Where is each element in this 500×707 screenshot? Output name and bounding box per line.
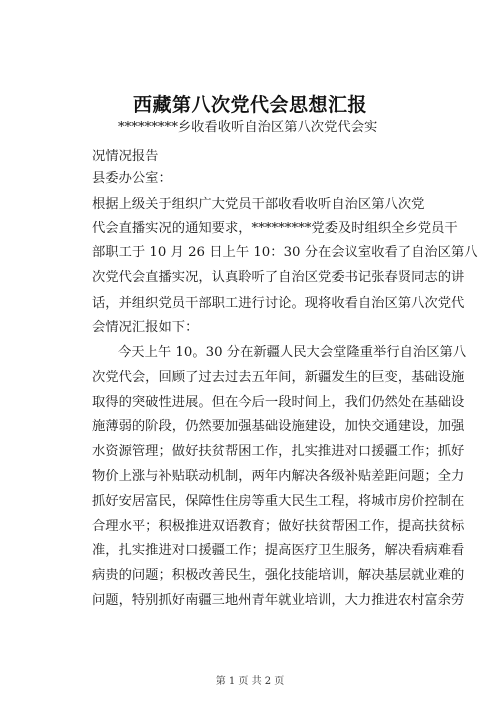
body-line: 问题，特别抓好南疆三地州青年就业培训，大力推进农村富余劳 xyxy=(92,593,465,608)
body-line: 话，并组织党员干部职工进行讨论。现将收看自治区第八次党代 xyxy=(92,296,465,311)
body-line: 部职工于 10 月 26 日上午 10：30 分在会议室收看了自治区第八 xyxy=(92,245,478,260)
body-line: 合理水平；积极推进双语教育；做好扶贫帮困工作，提高扶贫标 xyxy=(92,519,465,534)
body-line: 县委办公室： xyxy=(92,171,172,186)
body-line: 取得的突破性进展。但在今后一段时间上，我们仍然处在基础设 xyxy=(92,395,465,410)
page-footer: 第 1 页 共 2 页 xyxy=(215,676,285,687)
body-line: 次党代会直播实况，认真聆听了自治区党委书记张春贤同志的讲 xyxy=(92,270,465,285)
body-line: 次党代会，回顾了过去过去五年间，新疆发生的巨变，基础设施 xyxy=(92,370,465,385)
body-line: *********乡收看收听自治区第八次党代会实 xyxy=(118,120,378,135)
body-line: 水资源管理；做好扶贫帮困工作，扎实推进对口援疆工作；抓好 xyxy=(92,444,465,459)
body-line: 今天上午 10。30 分在新疆人民大会堂隆重举行自治区第八 xyxy=(118,345,467,360)
body-line: 施薄弱的阶段，仍然要加强基础设施建设，加快交通建设，加强 xyxy=(92,419,465,434)
body-line: 代会直播实况的通知要求，*********党委及时组织全乡党员干 xyxy=(92,221,458,236)
body-line: 准，扎实推进对口援疆工作；提高医疗卫生服务，解决看病难看 xyxy=(92,543,465,558)
body-line: 会情况汇报如下： xyxy=(92,320,199,335)
body-line: 抓好安居富民，保障性住房等重大民生工程，将城市房价控制在 xyxy=(92,494,465,509)
body-line: 病贵的问题；积极改善民生，强化技能培训，解决基层就业难的 xyxy=(92,568,465,583)
body-line: 况情况报告 xyxy=(92,149,159,164)
body-line: 物价上涨与补贴联动机制，两年内解决各级补贴差距问题；全力 xyxy=(92,469,465,484)
body-line: 根据上级关于组织广大党员干部收看收听自治区第八次党 xyxy=(92,197,425,212)
document-title: 西藏第八次党代会思想汇报 xyxy=(132,94,367,116)
